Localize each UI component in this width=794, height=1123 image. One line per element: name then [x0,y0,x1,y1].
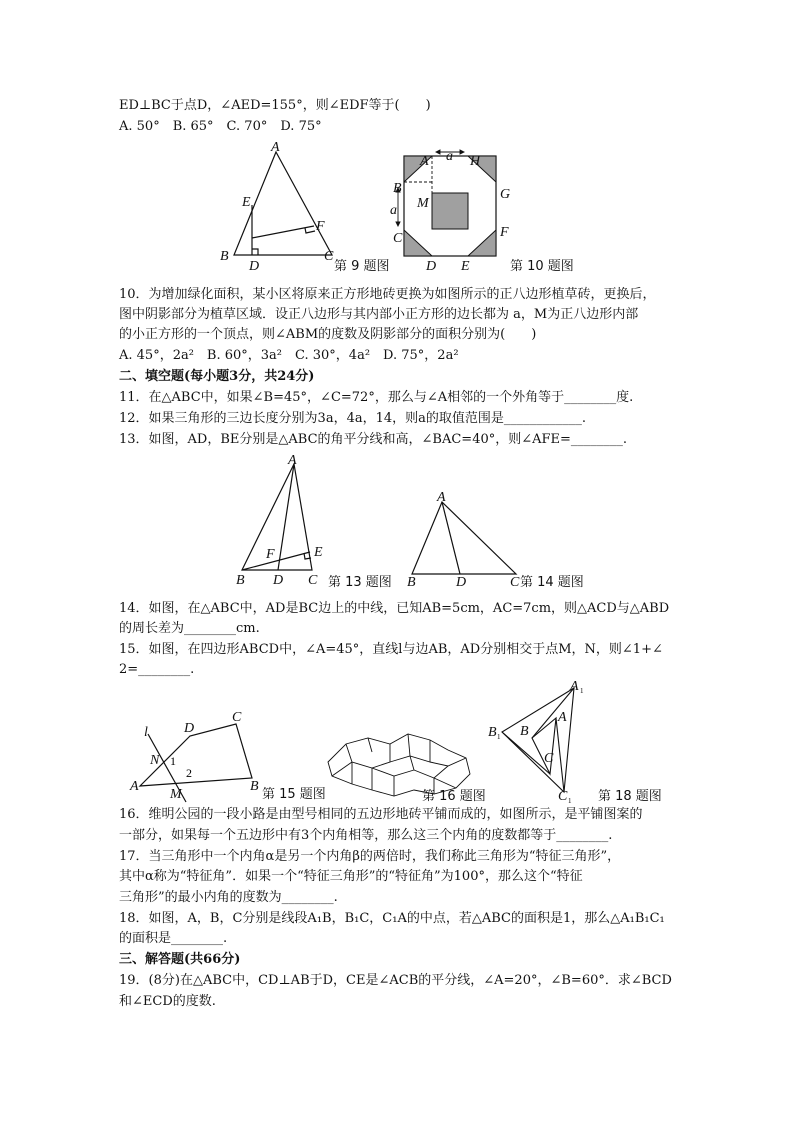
fig18-label-a1: A [570,679,579,694]
figure-14 [402,486,602,592]
q15-line-2: 2=________. [119,662,195,677]
q14-line-2: 的周长差为________cm. [119,621,260,636]
fig15-label-l: l [144,725,148,740]
q19-line-1: 19．(8分)在△ABC中，CD⊥AB于D，CE是∠ACB的平分线，∠A=20°，∠B=60°．求∠BCD [119,973,672,988]
q10-stem-2: 图中阴影部分为植草区域．设正八边形与其内部小正方形的边长都为 a，M为正八边形内部 [119,307,639,322]
fig9-label-b: B [220,249,229,264]
figure-9 [212,140,402,275]
fig15-label-n: N [150,753,160,768]
fig14-label-b: B [407,575,416,590]
fig10-label-d: D [426,259,437,274]
fig15-label-m: M [170,787,182,802]
fig10-label-a: A [420,154,429,169]
q10-stem-1: 10．为增加绿化面积，某小区将原来正方形地砖更换为如图所示的正八边形植草砖，更换后， [119,287,656,302]
fig13-label-d: D [273,573,284,588]
fig9-label-c: C [324,249,334,264]
fig18-label-a1-sub: 1 [580,687,584,695]
fig10-inner-square [432,193,468,229]
fig18-segment-a1b [532,688,574,738]
fig9-right-angle [252,249,258,255]
fig10-label-c: C [393,231,403,246]
fig18-segment-c1a [556,718,564,792]
fig13-label-c: C [308,573,318,588]
fig13-label-a: A [288,453,297,468]
fig10-label-e: E [461,259,470,274]
fig18-label-a: A [558,710,567,725]
q15-line-1: 15．如图，在四边形ABCD中，∠A=45°，直线l与边AB，AD分别相交于点M，N，则∠1+∠ [119,642,663,657]
section-3-title: 三、解答题(共66分) [119,952,241,967]
fig14-label-d: D [456,575,467,590]
fig15-label-a: A [130,779,139,794]
q18-line-2: 的面积是________. [119,931,228,946]
fig14-label-c: C [510,575,520,590]
figure-15 [126,708,326,804]
fig14-caption: 第 14 题图 [520,575,584,590]
fig13-altitude-be [242,552,310,570]
fig13-caption: 第 13 题图 [328,575,392,590]
q14-line-1: 14．如图，在△ABC中，AD是BC边上的中线，已知AB=5cm，AC=7cm，则△ACD与△ABD [119,601,670,616]
fig14-triangle [412,502,516,574]
q13-text: 13．如图，AD，BE分别是△ABC的角平分线和高，∠BAC=40°，则∠AFE=________. [119,432,628,447]
fig13-label-e: E [314,545,323,560]
fig13-label-f: F [266,547,275,562]
fig14-label-a: A [437,490,446,505]
q17-line-2: 其中α称为“特征角”．如果一个“特征三角形”的“特征角”为100°，那么这个“特征 [119,869,583,884]
q11-text: 11．在△ABC中，如果∠B=45°，∠C=72°，那么与∠A相邻的一个外角等于________度. [119,390,634,405]
q17-line-1: 17．当三角形中一个内角α是另一个内角β的两倍时，我们称此三角形为“特征三角形”， [119,849,621,864]
fig18-outer-triangle [502,688,574,792]
fig16-caption: 第 16 题图 [422,789,486,804]
figure-10 [388,148,588,275]
q18-line-1: 18．如图，A，B，C分别是线段A₁B，B₁C，C₁A的中点，若△ABC的面积是1，那么△A₁B₁C₁ [119,911,665,926]
fig15-label-b: B [250,779,259,794]
fig18-label-b: B [520,724,529,739]
fig16-pentagon-tiling [328,734,470,796]
fig15-label-2: 2 [186,766,192,780]
fig15-label-d: D [184,721,195,736]
fig10-label-a-left: a [390,203,397,218]
q12-text: 12．如果三角形的三边长度分别为3a，4a，14，则a的取值范围是____________. [119,411,587,426]
fig18-label-c: C [544,751,554,766]
fig15-label-c: C [232,710,242,725]
fig9-right-angle-f [305,228,315,233]
fig9-label-a: A [271,140,280,155]
fig15-label-1: 1 [170,754,176,768]
fig18-label-b1-sub: 1 [497,733,501,741]
fig10-caption: 第 10 题图 [510,259,574,274]
q10-stem-3: 的小正方形的一个顶点，则∠ABM的度数及阴影部分的面积分别为( ) [119,327,537,342]
fig10-label-h: H [470,154,481,169]
fig15-caption: 第 15 题图 [262,787,326,802]
q19-line-2: 和∠ECD的度数. [119,994,216,1009]
fig9-segment-ef [252,226,314,238]
fig18-label-c1: C [558,789,568,804]
fig10-label-g: G [500,187,511,202]
fig10-label-b: B [393,181,402,196]
figure-16 [318,722,494,804]
q10-options: A. 45°，2a² B. 60°，3a² C. 30°，4a² D. 75°，2a² [119,348,459,363]
section-2-title: 二、填空题(每小题3分，共24分) [119,369,315,384]
fig10-label-f: F [500,225,509,240]
fig9-caption: 第 9 题图 [334,259,390,274]
q16-line-2: 一部分，如果每一个五边形中有3个内角相等，那么这三个内角的度数都等于________. [119,828,613,843]
fig10-label-a-top: a [446,149,453,164]
fig18-label-b1: B [488,725,497,740]
q9-options: A. 50° B. 65° C. 70° D. 75° [119,119,322,134]
q16-line-1: 16．维明公园的一段小路是由型号相同的五边形地砖平铺而成的，如图所示，是平铺图案的 [119,807,643,822]
fig13-label-b: B [236,573,245,588]
fig9-label-f: F [316,219,325,234]
figure-13 [228,452,408,592]
q17-line-3: 三角形”的最小内角的度数为________. [119,890,338,905]
fig9-label-d: D [249,259,260,274]
fig9-label-e: E [242,195,251,210]
figure-18 [484,676,694,804]
fig14-median-ad [442,502,460,574]
fig18-caption: 第 18 题图 [598,789,662,804]
fig18-label-c1-sub: 1 [568,797,572,804]
q9-stem: ED⊥BC于点D，∠AED=155°，则∠EDF等于( ) [119,98,431,113]
fig10-label-m: M [417,196,429,211]
